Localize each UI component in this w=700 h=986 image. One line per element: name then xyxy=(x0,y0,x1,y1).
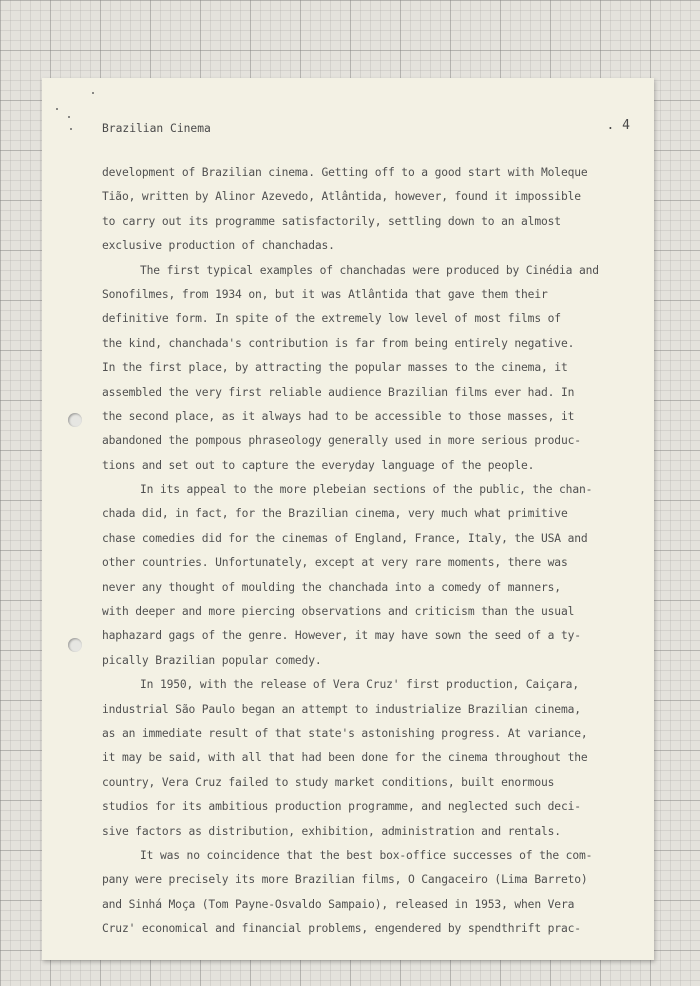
text-line: never any thought of moulding the chanchada into a comedy of manners, xyxy=(102,580,561,594)
text-line: country, Vera Cruz failed to study market conditions, built enormous xyxy=(102,775,555,789)
punch-hole-upper xyxy=(68,413,82,427)
text-line: the second place, as it always had to be accessible to those masses, it xyxy=(102,409,575,423)
body-text xyxy=(102,161,634,942)
text-line: tions and set out to capture the everyday language of the people. xyxy=(102,458,535,472)
text-line: industrial São Paulo began an attempt to industrialize Brazilian cinema, xyxy=(102,702,581,716)
document-page xyxy=(42,78,654,960)
punch-hole-lower xyxy=(68,638,82,652)
ink-speck xyxy=(68,116,70,118)
text-line: studios for its ambitious production programme, and neglected such deci- xyxy=(102,800,581,814)
page-number: . 4 xyxy=(606,118,630,133)
text-line: it may be said, with all that had been done for the cinema throughout the xyxy=(102,751,588,765)
text-line: In its appeal to the more plebeian sections of the public, the chan- xyxy=(140,483,593,497)
text-line: other countries. Unfortunately, except at very rare moments, there was xyxy=(102,556,568,570)
ink-speck xyxy=(56,108,58,110)
text-line: Cruz' economical and financial problems, engendered by spendthrift prac- xyxy=(102,922,581,936)
text-line: pically Brazilian popular comedy. xyxy=(102,653,322,667)
text-line: chada did, in fact, for the Brazilian cinema, very much what primitive xyxy=(102,507,568,521)
text-line: The first typical examples of chanchadas were produced by Cinédia and xyxy=(140,263,599,277)
text-line: assembled the very first reliable audience Brazilian films ever had. In xyxy=(102,385,575,399)
text-line: development of Brazilian cinema. Getting off to a good start with Moleque xyxy=(102,166,588,179)
text-line: abandoned the pompous phraseology generally used in more serious produc- xyxy=(102,434,581,448)
text-line: sive factors as distribution, exhibition, administration and rentals. xyxy=(102,824,561,838)
text-line: It was no coincidence that the best box-office successes of the com- xyxy=(140,848,593,862)
ink-speck xyxy=(70,128,72,130)
text-line: pany were precisely its more Brazilian films, O Cangaceiro (Lima Barreto) xyxy=(102,873,588,887)
text-line: haphazard gags of the genre. However, it may have sown the seed of a ty- xyxy=(102,629,581,643)
text-line: the kind, chanchada's contribution is far from being entirely negative. xyxy=(102,336,575,350)
text-line: as an immediate result of that state's astonishing progress. At variance, xyxy=(102,726,588,740)
text-line: exclusive production of chanchadas. xyxy=(102,239,335,253)
text-line: with deeper and more piercing observations and criticism than the usual xyxy=(102,605,575,619)
running-title: Brazilian Cinema xyxy=(102,122,211,135)
text-line: Sonofilmes, from 1934 on, but it was Atlântida that gave them their xyxy=(102,287,548,301)
text-line: to carry out its programme satisfactorily, settling down to an almost xyxy=(102,214,561,228)
text-line: and Sinhá Moça (Tom Payne-Osvaldo Sampaio), released in 1953, when Vera xyxy=(102,897,575,911)
ink-speck xyxy=(92,92,94,94)
text-line: In the first place, by attracting the popular masses to the cinema, it xyxy=(102,361,568,375)
text-line: chase comedies did for the cinemas of England, France, Italy, the USA and xyxy=(102,531,588,545)
text-line: In 1950, with the release of Vera Cruz' first production, Caiçara, xyxy=(140,678,579,692)
text-line: Tião, written by Alinor Azevedo, Atlântida, however, found it impossible xyxy=(102,190,581,204)
text-line: definitive form. In spite of the extremely low level of most films of xyxy=(102,312,561,326)
